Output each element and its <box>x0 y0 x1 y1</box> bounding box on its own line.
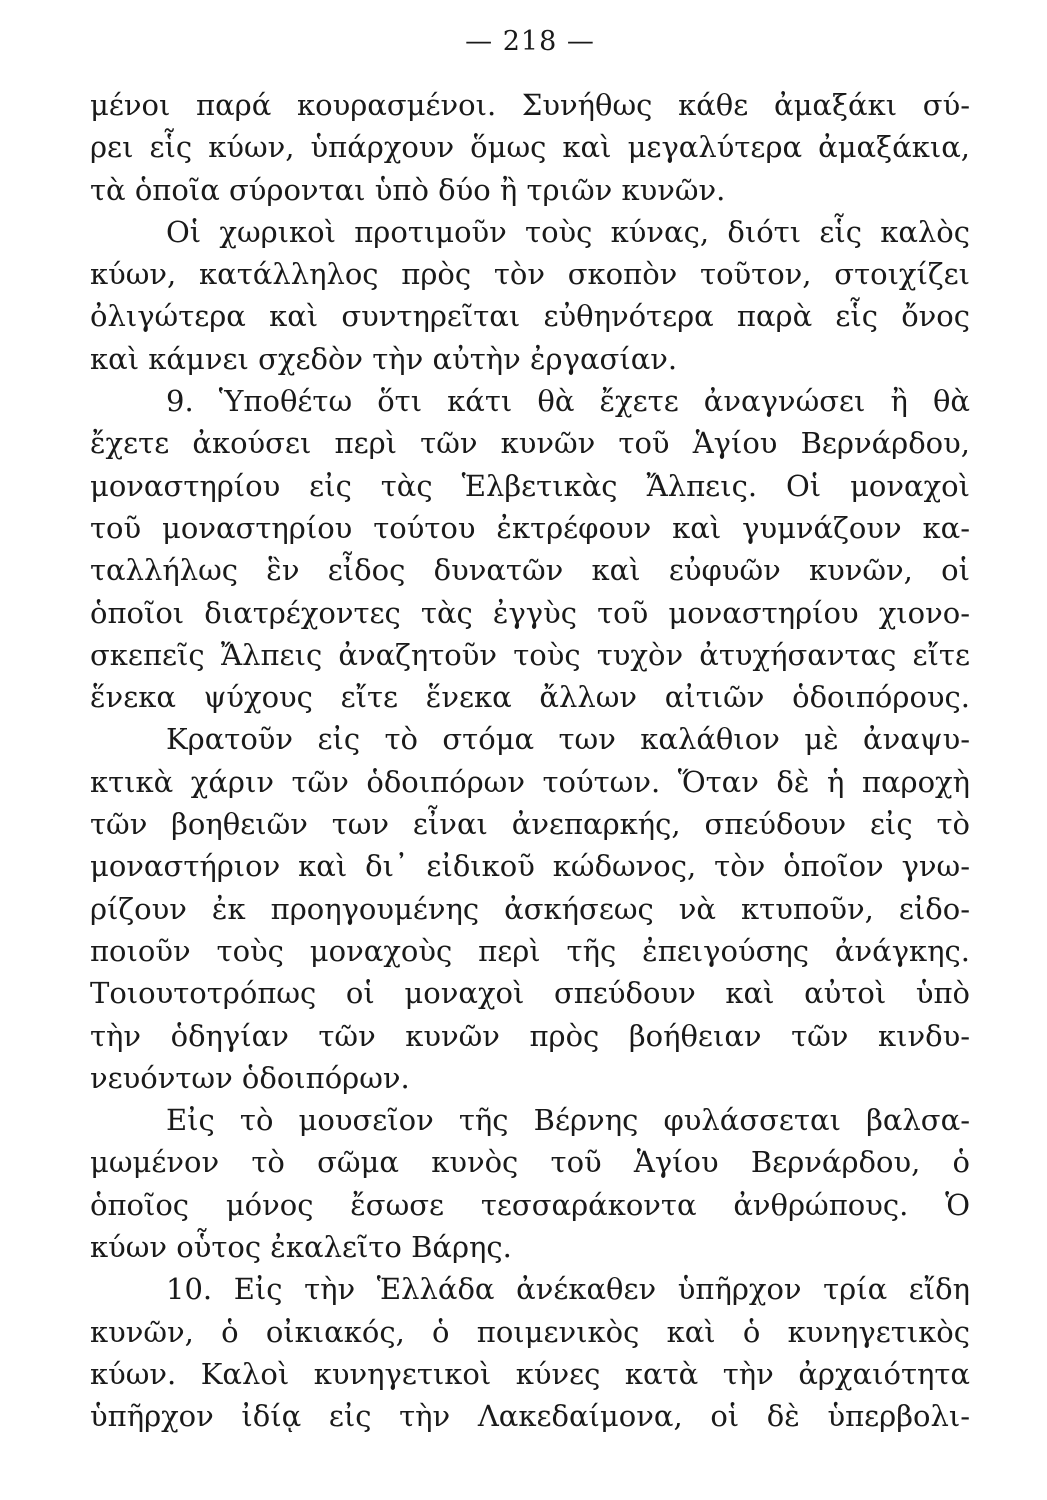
text-line: μοναστήριον καὶ δι᾽ εἰδικοῦ κώδωνος, τὸν ὁποῖον γνω- <box>90 849 970 884</box>
text-line: ταλλήλως ἓν εἶδος δυνατῶν καὶ εὐφυῶν κυνῶν, οἱ <box>90 553 970 588</box>
text-line: 9. Ὑποθέτω ὅτι κάτι θὰ ἔχετε ἀναγνώσει ἢ θὰ <box>166 384 970 419</box>
text-line: κύων, κατάλληλος πρὸς τὸν σκοπὸν τοῦτον, στοιχίζει <box>90 257 970 292</box>
page-number: — 218 — <box>465 26 595 57</box>
text-line: κύων. Καλοὶ κυνηγετικοὶ κύνες κατὰ τὴν ἀρχαιότητα <box>90 1356 970 1391</box>
text-line: ὁποῖος μόνος ἔσωσε τεσσαράκοντα ἀνθρώπους. Ὁ <box>90 1187 970 1222</box>
text-line: κτικὰ χάριν τῶν ὁδοιπόρων τούτων. Ὅταν δὲ ἡ παροχὴ <box>90 764 970 799</box>
text-line: Οἱ χωρικοὶ προτιμοῦν τοὺς κύνας, διότι εἷς καλὸς <box>166 214 970 249</box>
text-line: ρίζουν ἐκ προηγουμένης ἀσκήσεως νὰ κτυποῦν, εἰδο- <box>90 891 970 926</box>
text-line: ἕνεκα ψύχους εἴτε ἕνεκα ἄλλων αἰτιῶν ὁδοιπόρους. <box>90 680 970 715</box>
text-line: Εἰς τὸ μουσεῖον τῆς Βέρνης φυλάσσεται βαλσα- <box>166 1103 970 1138</box>
text-line: μοναστηρίου εἰς τὰς Ἑλβετικὰς Ἄλπεις. Οἱ μοναχοὶ <box>90 468 970 503</box>
text-line: νευόντων ὁδοιπόρων. <box>90 1060 410 1095</box>
text-line: 10. Εἰς τὴν Ἑλλάδα ἀνέκαθεν ὑπῆρχον τρία εἴδη <box>166 1272 970 1307</box>
text-line: ρει εἷς κύων, ὑπάρχουν ὅμως καὶ μεγαλύτερα ἀμαξάκια, <box>90 130 970 165</box>
text-line: κύων οὗτος ἐκαλεῖτο Βάρης. <box>90 1230 512 1265</box>
text-line: ὁποῖοι διατρέχοντες τὰς ἐγγὺς τοῦ μοναστηρίου χιονο- <box>90 595 970 630</box>
text-line: μωμένον τὸ σῶμα κυνὸς τοῦ Ἁγίου Βερνάρδου, ὁ <box>90 1145 970 1180</box>
text-line: τὴν ὁδηγίαν τῶν κυνῶν πρὸς βοήθειαν τῶν κινδυ- <box>90 1018 970 1053</box>
text-line: τοῦ μοναστηρίου τούτου ἐκτρέφουν καὶ γυμνάζουν κα- <box>90 510 970 545</box>
text-line: σκεπεῖς Ἄλπεις ἀναζητοῦν τοὺς τυχὸν ἀτυχήσαντας εἴτε <box>90 637 970 672</box>
text-line: καὶ κάμνει σχεδὸν τὴν αὐτὴν ἐργασίαν. <box>90 341 678 376</box>
text-line: ποιοῦν τοὺς μοναχοὺς περὶ τῆς ἐπειγούσης ἀνάγκης. <box>90 933 970 968</box>
text-line: Τοιουτοτρόπως οἱ μοναχοὶ σπεύδουν καὶ αὐτοὶ ὑπὸ <box>90 976 970 1011</box>
book-page <box>90 0 970 1500</box>
text-line: ἔχετε ἀκούσει περὶ τῶν κυνῶν τοῦ Ἁγίου Βερνάρδου, <box>90 426 970 461</box>
text-line: ὀλιγώτερα καὶ συντηρεῖται εὐθηνότερα παρὰ εἷς ὄνος <box>90 299 970 334</box>
text-line: κυνῶν, ὁ οἰκιακός, ὁ ποιμενικὸς καὶ ὁ κυνηγετικὸς <box>90 1314 970 1349</box>
body-text <box>90 84 970 1438</box>
text-line: Κρατοῦν εἰς τὸ στόμα των καλάθιον μὲ ἀναψυ- <box>166 722 970 757</box>
text-line: μένοι παρά κουρασμένοι. Συνήθως κάθε ἀμαξάκι σύ- <box>90 88 970 122</box>
text-line: ὑπῆρχον ἰδίᾳ εἰς τὴν Λακεδαίμονα, οἱ δὲ ὑπερβολι- <box>90 1399 970 1434</box>
text-line: τὰ ὁποῖα σύρονται ὑπὸ δύο ἢ τριῶν κυνῶν. <box>90 172 726 207</box>
text-line: τῶν βοηθειῶν των εἶναι ἀνεπαρκής, σπεύδουν εἰς τὸ <box>90 807 970 842</box>
